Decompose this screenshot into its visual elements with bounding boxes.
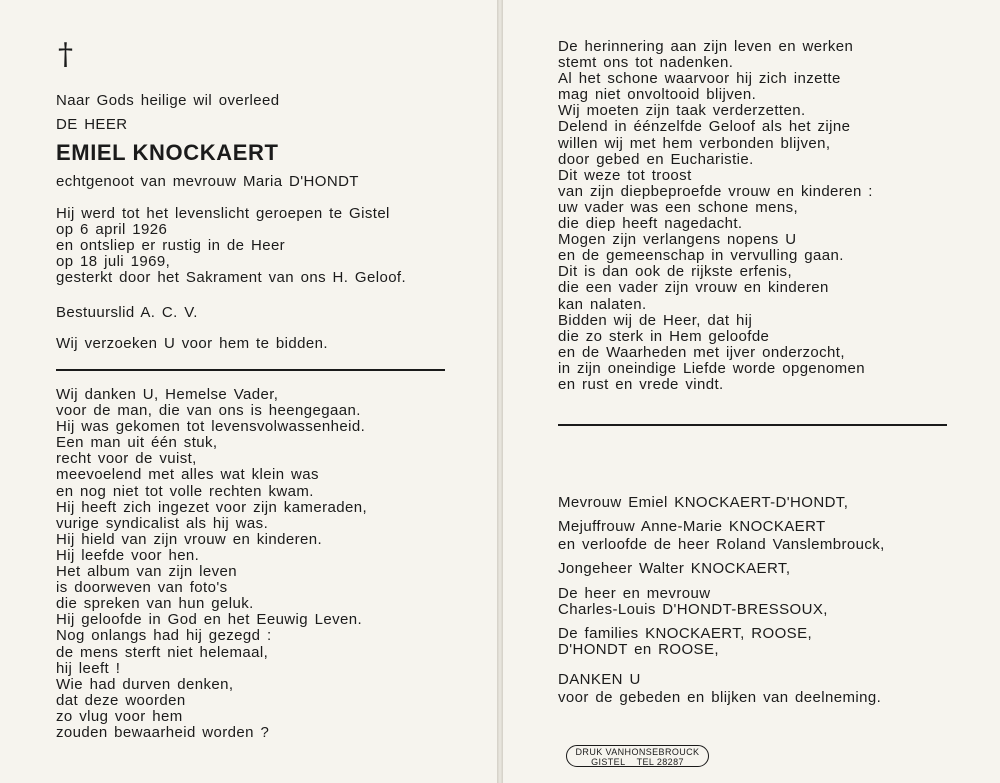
- bio-line: Hij werd tot het levenslicht geroepen te Gistel: [56, 205, 390, 222]
- poem-line: Mogen zijn verlangens nopens U: [558, 231, 797, 249]
- poem-line: mag niet onvoltooid blijven.: [558, 86, 757, 104]
- intro-line: Naar Gods heilige wil overleed: [56, 92, 280, 109]
- poem-line: kan nalaten.: [558, 295, 647, 313]
- poem-line: meevoelend met alles wat klein was: [56, 466, 319, 484]
- spouse-line: echtgenoot van mevrouw Maria D'HONDT: [56, 173, 359, 190]
- poem-line: dat deze woorden: [56, 691, 186, 709]
- family-fiance: en verloofde de heer Roland Vanslembrouck,: [558, 536, 885, 553]
- poem-line: Hij leefde voor hen.: [56, 546, 200, 564]
- poem-line: Al het schone waarvoor hij zich inzette: [558, 70, 841, 88]
- cross-icon: †: [58, 37, 73, 72]
- poem-line: die zo sterk in Hem geloofde: [558, 327, 770, 345]
- family-families-line2: D'HONDT en ROOSE,: [558, 641, 719, 658]
- poem-line: De herinnering aan zijn leven en werken: [558, 38, 854, 55]
- role-line: Bestuurslid A. C. V.: [56, 304, 198, 321]
- poem-line: Dit weze tot troost: [558, 166, 692, 184]
- family-widow: Mevrouw Emiel KNOCKAERT-D'HONDT,: [558, 494, 849, 511]
- poem-line: uw vader was een schone mens,: [558, 198, 799, 216]
- poem-line: en nog niet tot volle rechten kwam.: [56, 482, 314, 500]
- poem-line: vurige syndicalist als hij was.: [56, 514, 269, 532]
- poem-line: en de gemeenschap in vervulling gaan.: [558, 247, 844, 265]
- poem-left: [56, 387, 367, 741]
- divider-right: [558, 424, 947, 426]
- printer-place-phone: GISTEL TEL 28287: [591, 757, 684, 767]
- poem-line: Wij moeten zijn taak verderzetten.: [558, 102, 806, 120]
- poem-line: zo vlug voor hem: [56, 707, 183, 725]
- poem-line: hij leeft !: [56, 659, 121, 677]
- poem-line: Delend in éénzelfde Geloof als het zijne: [558, 118, 851, 136]
- poem-line: Hij heeft zich ingezet voor zijn kameraden,: [56, 498, 368, 516]
- bio-line: en ontsliep er rustig in de Heer: [56, 237, 286, 255]
- bio-line: gesterkt door het Sakrament van ons H. Geloof.: [56, 269, 407, 287]
- poem-line: willen wij met hem verbonden blijven,: [558, 134, 831, 152]
- title-prefix: DE HEER: [56, 116, 128, 133]
- poem-line: Bidden wij de Heer, dat hij: [558, 311, 753, 329]
- poem-line: die een vader zijn vrouw en kinderen: [558, 279, 829, 297]
- deceased-name: EMIEL KNOCKAERT: [56, 140, 279, 165]
- printer-name: DRUK VANHONSEBROUCK: [575, 747, 700, 757]
- prayer-request: Wij verzoeken U voor hem te bidden.: [56, 335, 328, 352]
- family-families-line1: De families KNOCKAERT, ROOSE,: [558, 625, 813, 642]
- family-daughter: Mejuffrouw Anne-Marie KNOCKAERT: [558, 518, 826, 535]
- poem-line: zouden bewaarheid worden ?: [56, 723, 270, 741]
- poem-line: en rust en vrede vindt.: [558, 375, 724, 393]
- poem-line: door gebed en Eucharistie.: [558, 150, 754, 168]
- biography-block: [56, 206, 406, 286]
- printer-stamp: [566, 745, 709, 767]
- poem-line: die diep heeft nagedacht.: [558, 215, 743, 233]
- poem-line: Wij danken U, Hemelse Vader,: [56, 386, 279, 403]
- poem-line: recht voor de vuist,: [56, 450, 197, 468]
- poem-line: Hij geloofde in God en het Eeuwig Leven.: [56, 611, 363, 629]
- poem-right: [558, 39, 873, 393]
- poem-line: Wie had durven denken,: [56, 675, 234, 693]
- family-son: Jongeheer Walter KNOCKAERT,: [558, 560, 791, 577]
- poem-line: de mens sterft niet helemaal,: [56, 643, 269, 661]
- thanks-text: voor de gebeden en blijken van deelneming.: [558, 689, 882, 706]
- poem-line: die spreken van hun geluk.: [56, 595, 254, 613]
- bio-line: op 18 juli 1969,: [56, 253, 171, 271]
- poem-line: Hij was gekomen tot levensvolwassenheid.: [56, 418, 366, 436]
- bio-line: op 6 april 1926: [56, 221, 168, 239]
- poem-line: Het album van zijn leven: [56, 563, 238, 581]
- family-parents-line1: De heer en mevrouw: [558, 585, 711, 602]
- poem-line: van zijn diepbeproefde vrouw en kinderen :: [558, 182, 873, 200]
- family-parents-line2: Charles-Louis D'HONDT-BRESSOUX,: [558, 601, 828, 618]
- poem-line: in zijn oneindige Liefde worde opgenomen: [558, 359, 866, 377]
- poem-line: Hij hield van zijn vrouw en kinderen.: [56, 530, 323, 548]
- poem-line: Nog onlangs had hij gezegd :: [56, 627, 272, 645]
- poem-line: Een man uit één stuk,: [56, 434, 218, 452]
- poem-line: voor de man, die van ons is heengegaan.: [56, 402, 361, 420]
- poem-line: Dit is dan ook de rijkste erfenis,: [558, 263, 793, 281]
- thanks-heading: DANKEN U: [558, 671, 641, 688]
- poem-line: en de Waarheden met ijver onderzocht,: [558, 343, 845, 361]
- poem-line: is doorweven van foto's: [56, 579, 228, 597]
- divider-left: [56, 369, 445, 371]
- poem-line: stemt ons tot nadenken.: [558, 54, 734, 72]
